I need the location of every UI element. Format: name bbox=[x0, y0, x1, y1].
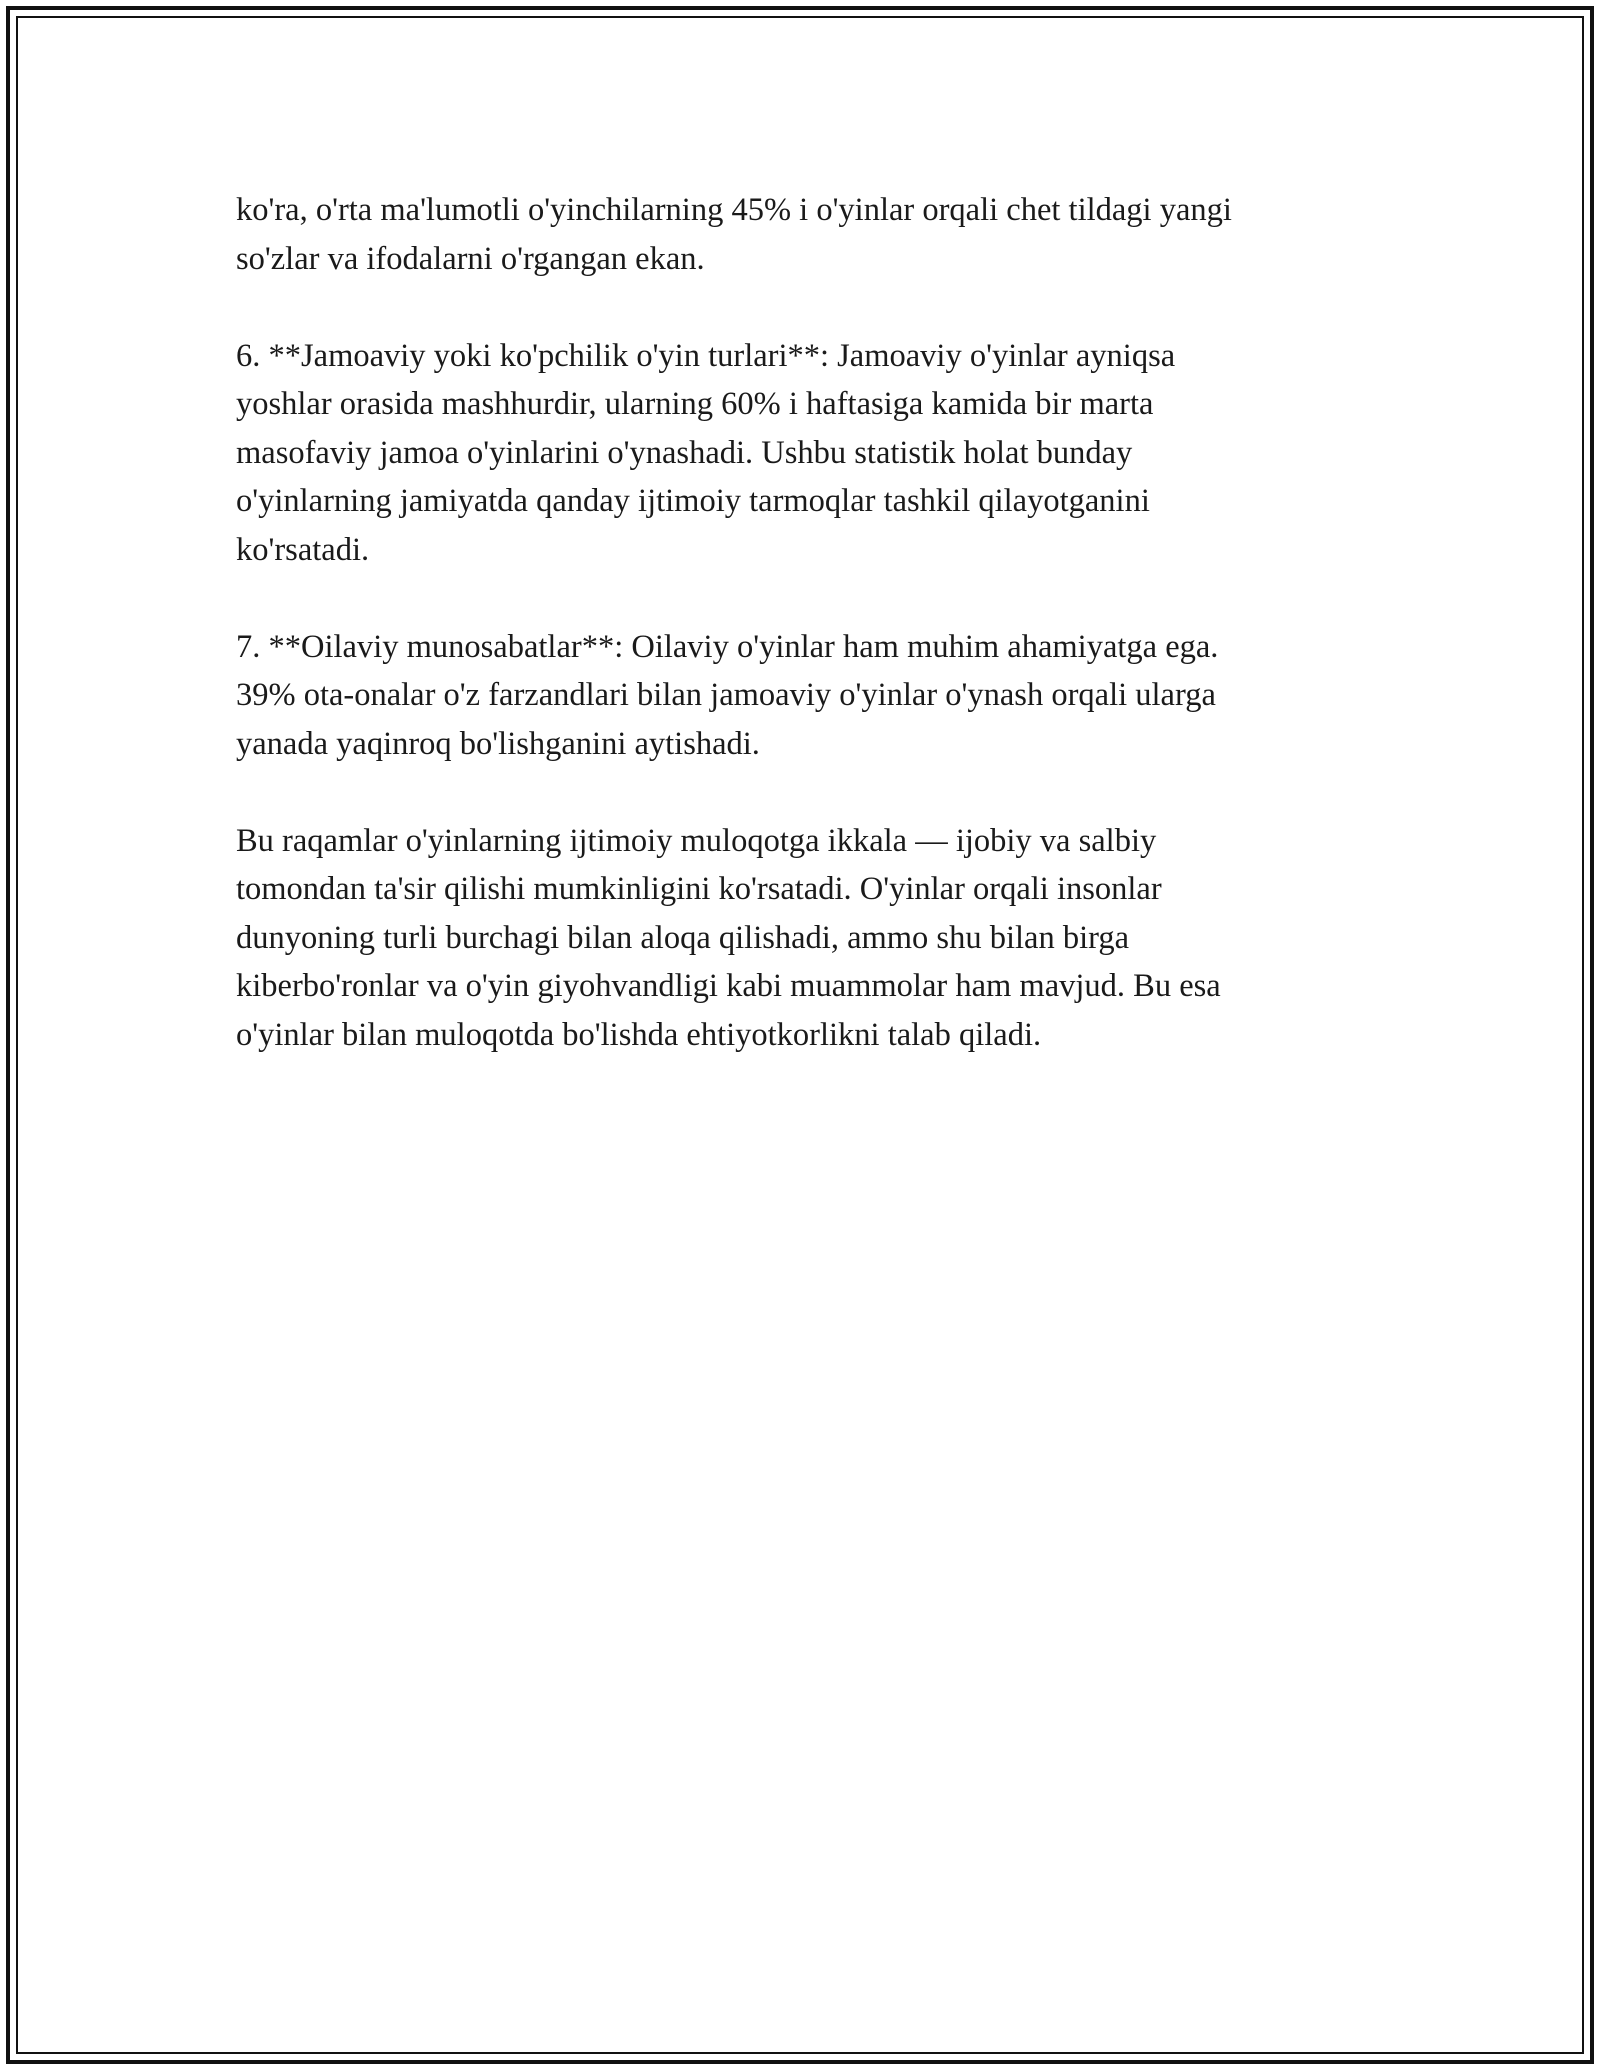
paragraph-continuation: ko'ra, o'rta ma'lumotli o'yinchilarning 45% i o'yinlar orqali chet tildagi yangi so'zlar va ifodalarni o'rgangan ekan. bbox=[236, 192, 1232, 277]
paragraph-item-6: 6. **Jamoaviy yoki ko'pchilik o'yin turlari**: Jamoaviy o'yinlar ayniqsa yoshlar orasida mashhurdir, ularning 60% i haftasiga kamida bir marta masofaviy jamoa o'yinlarini o'ynashadi. Ushbu statistik holat bunday o'yinlarning jamiyatda qanday ijtimoiy tarmoqlar tashkil qilayotganini ko'rsatadi. bbox=[236, 337, 1176, 568]
paragraph-item-7: 7. **Oilaviy munosabatlar**: Oilaviy o'yinlar ham muhim ahamiyatga ega. 39% ota-onalar o'z farzandlari bilan jamoaviy o'yinlar o'ynash orqali ularga yanada yaqinroq bo'lishganini aytishadi. bbox=[236, 628, 1219, 762]
paragraph-conclusion: Bu raqamlar o'yinlarning ijtimoiy muloqotga ikkala — ijobiy va salbiy tomondan ta'sir qilishi mumkinligini ko'rsatadi. O'yinlar orqali insonlar dunyoning turli burchagi bilan aloqa qilishadi, ammo shu bilan birga kiberbo'ronlar va o'yin giyohvandligi kabi muammolar ham mavjud. Bu esa o'yinlar bilan muloqotda bo'lishda ehtiyotkorlikni talab qiladi. bbox=[236, 822, 1221, 1053]
document-body bbox=[236, 186, 1366, 1108]
